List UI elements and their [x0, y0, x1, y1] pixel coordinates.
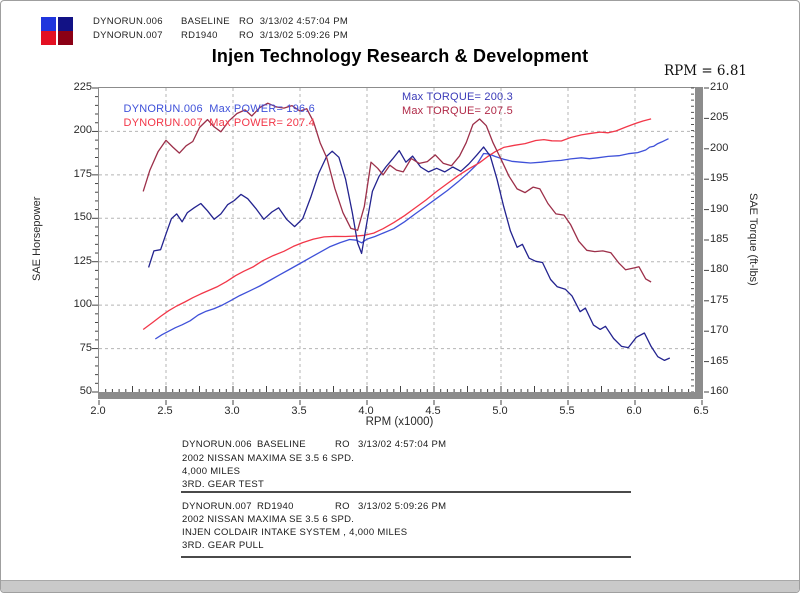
right-axis-title: SAE Torque (ft-lbs) [747, 192, 759, 286]
footer1-ro: RO [335, 439, 350, 450]
rpm-cursor-readout: RPM = 6.81 [663, 63, 747, 79]
run1-power-color-swatch [41, 17, 56, 31]
x-tick-label: 4.0 [358, 405, 374, 417]
page-title: Injen Technology Research & Development [211, 46, 589, 66]
x-tick-label: 5.0 [492, 405, 508, 417]
footer2-run: DYNORUN.007 [182, 501, 252, 512]
footer2-line: 2002 NISSAN MAXIMA SE 3.5 6 SPD. [182, 514, 355, 525]
rpm-cursor-bar[interactable] [695, 88, 702, 392]
right-y-tick-label: 200 [710, 141, 729, 154]
right-y-tick-label: 180 [710, 263, 729, 276]
x-tick-label: 6.5 [693, 405, 709, 417]
footer1-run: DYNORUN.006 [182, 439, 252, 450]
left-y-tick-label: 225 [73, 81, 92, 93]
left-y-tick-label: 50 [79, 385, 92, 397]
run1-file: DYNORUN.006 [93, 16, 163, 27]
dyno-chart-plot-area [98, 87, 703, 393]
x-tick-label: 2.0 [90, 405, 106, 417]
run1-label: BASELINE [181, 16, 230, 27]
footer2-tag: RD1940 [257, 501, 294, 512]
window-bottom-edge [1, 580, 799, 592]
footer-divider [181, 491, 631, 493]
right-y-tick-label: 170 [710, 324, 729, 337]
footer2-line: INJEN COLDAIR INTAKE SYSTEM , 4,000 MILES [182, 527, 408, 538]
run2-torque-color-swatch [58, 31, 73, 45]
footer-divider [181, 556, 631, 558]
footer1-line: 2002 NISSAN MAXIMA SE 3.5 6 SPD. [182, 453, 355, 464]
x-tick-label: 3.0 [224, 405, 240, 417]
series-dynorun-006-torque [149, 147, 670, 360]
left-y-tick-label: 200 [73, 124, 92, 137]
footer1-line: 4,000 MILES [182, 466, 241, 477]
right-y-tick-label: 195 [710, 172, 729, 185]
right-y-tick-label: 160 [710, 385, 729, 397]
right-y-tick-label: 165 [710, 354, 729, 367]
chart-legend-row-2 [104, 105, 513, 153]
right-y-tick-label: 205 [710, 111, 729, 124]
run1-torque-color-swatch [58, 17, 73, 31]
right-y-tick-label: 175 [710, 293, 729, 306]
run2-label: RD1940 [181, 30, 218, 41]
x-tick-label: 5.5 [559, 405, 575, 417]
right-y-tick-label: 185 [710, 233, 729, 245]
run2-timestamp: RO 3/13/02 5:09:26 PM [239, 30, 349, 41]
legend-run2-power: DYNORUN.007 Max POWER= 207.4 [123, 117, 315, 129]
left-y-tick-label: 75 [79, 341, 92, 354]
left-y-tick-label: 175 [73, 167, 92, 180]
footer1-line: 3RD. GEAR TEST [182, 479, 265, 490]
footer2-ro: RO [335, 501, 350, 512]
footer2-timestamp: 3/13/02 5:09:26 PM [358, 501, 447, 512]
footer1-timestamp: 3/13/02 4:57:04 PM [358, 439, 447, 450]
legend-run1-power: DYNORUN.006 Max POWER= 196.6 [123, 103, 315, 115]
run2-power-color-swatch [41, 31, 56, 45]
x-axis-title: RPM (x1000) [365, 416, 434, 428]
footer1-tag: BASELINE [257, 439, 306, 450]
left-y-tick-label: 100 [73, 298, 92, 311]
footer2-line: 3RD. GEAR PULL [182, 540, 264, 551]
plot-bottom-edge [98, 392, 703, 399]
x-tick-label: 2.5 [157, 405, 173, 417]
left-y-tick-label: 125 [73, 254, 92, 267]
run2-file: DYNORUN.007 [93, 30, 163, 41]
series-dynorun-006-power [155, 139, 668, 339]
run1-timestamp: RO 3/13/02 4:57:04 PM [239, 16, 349, 27]
right-y-tick-label: 190 [710, 202, 729, 215]
right-y-tick-label: 210 [710, 81, 729, 93]
x-tick-label: 4.5 [425, 405, 441, 417]
left-y-tick-label: 150 [73, 211, 92, 224]
left-axis-title: SAE Horsepower [31, 196, 43, 282]
legend-run2-torque: Max TORQUE= 207.5 [402, 105, 513, 117]
x-tick-label: 6.0 [626, 405, 642, 417]
x-tick-label: 3.5 [291, 405, 307, 417]
legend-run1-torque: Max TORQUE= 200.3 [402, 91, 513, 103]
